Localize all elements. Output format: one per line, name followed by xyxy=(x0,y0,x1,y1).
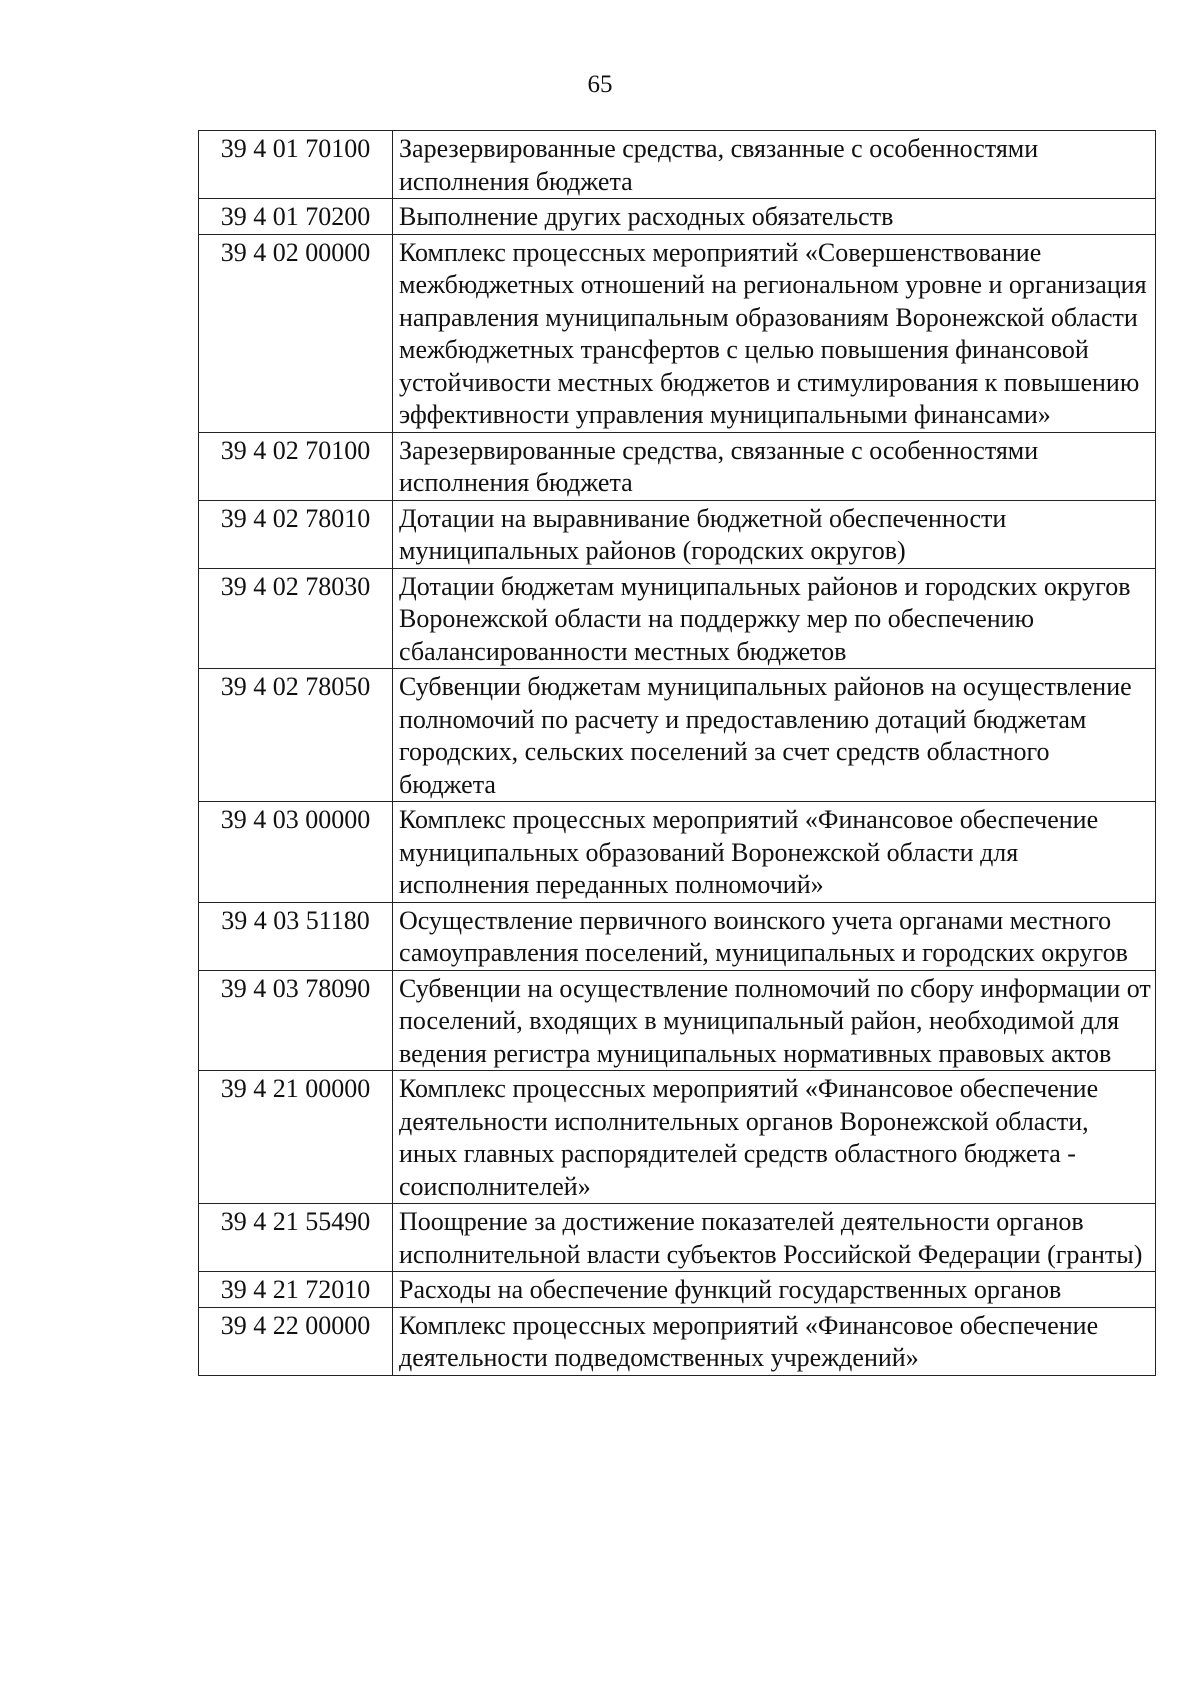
code-cell: 39 4 03 78090 xyxy=(199,970,393,1071)
table-row xyxy=(199,1071,1156,1204)
description-cell: Выполнение других расходных обязательств xyxy=(393,199,1156,235)
description-cell: Зарезервированные средства, связанные с особенностями исполнения бюджета xyxy=(393,131,1156,199)
description-cell: Дотации бюджетам муниципальных районов и городских округов Воронежской области на поддержку мер по обеспечению сбалансированности местных бюджетов xyxy=(393,568,1156,669)
table-row xyxy=(199,802,1156,903)
table-row xyxy=(199,568,1156,669)
code-cell: 39 4 21 55490 xyxy=(199,1204,393,1272)
table-row xyxy=(199,234,1156,432)
code-cell: 39 4 02 78010 xyxy=(199,500,393,568)
table-row xyxy=(199,970,1156,1071)
table-row xyxy=(199,432,1156,500)
table-body xyxy=(199,131,1156,1376)
code-cell: 39 4 01 70200 xyxy=(199,199,393,235)
code-cell: 39 4 01 70100 xyxy=(199,131,393,199)
table-row xyxy=(199,902,1156,970)
description-cell: Комплекс процессных мероприятий «Финансовое обеспечение деятельности исполнительных органов Воронежской области, иных главных распорядителей средств областного бюджета - соисполнителей» xyxy=(393,1071,1156,1204)
table-row xyxy=(199,500,1156,568)
table-row xyxy=(199,1307,1156,1375)
description-cell: Поощрение за достижение показателей деятельности органов исполнительной власти субъектов Российской Федерации (гранты) xyxy=(393,1204,1156,1272)
budget-classification-table xyxy=(198,130,1156,1376)
description-cell: Комплекс процессных мероприятий «Финансовое обеспечение деятельности подведомственных учреждений» xyxy=(393,1307,1156,1375)
code-cell: 39 4 03 51180 xyxy=(199,902,393,970)
description-cell: Осуществление первичного воинского учета органами местного самоуправления поселений, муниципальных и городских округов xyxy=(393,902,1156,970)
code-cell: 39 4 21 72010 xyxy=(199,1272,393,1308)
code-cell: 39 4 02 70100 xyxy=(199,432,393,500)
page-number: 65 xyxy=(587,71,613,98)
description-cell: Комплекс процессных мероприятий «Финансовое обеспечение муниципальных образований Воронежской области для исполнения переданных полномочий» xyxy=(393,802,1156,903)
code-cell: 39 4 02 78050 xyxy=(199,669,393,802)
table-row xyxy=(199,199,1156,235)
table-row xyxy=(199,131,1156,199)
table-row xyxy=(199,1204,1156,1272)
code-cell: 39 4 21 00000 xyxy=(199,1071,393,1204)
description-cell: Расходы на обеспечение функций государственных органов xyxy=(393,1272,1156,1308)
table-row xyxy=(199,669,1156,802)
code-cell: 39 4 22 00000 xyxy=(199,1307,393,1375)
description-cell: Субвенции на осуществление полномочий по сбору информации от поселений, входящих в муниципальный район, необходимой для ведения регистра муниципальных нормативных правовых актов xyxy=(393,970,1156,1071)
code-cell: 39 4 03 00000 xyxy=(199,802,393,903)
description-cell: Комплекс процессных мероприятий «Совершенствование межбюджетных отношений на региональном уровне и организация направления муниципальным образованиям Воронежской области межбюджетных трансфертов с целью повышения финансовой устойчивости местных бюджетов и стимулирования к повышению эффективности управления муниципальными финансами» xyxy=(393,234,1156,432)
description-cell: Зарезервированные средства, связанные с особенностями исполнения бюджета xyxy=(393,432,1156,500)
description-cell: Субвенции бюджетам муниципальных районов на осуществление полномочий по расчету и предоставлению дотаций бюджетам городских, сельских поселений за счет средств областного бюджета xyxy=(393,669,1156,802)
code-cell: 39 4 02 78030 xyxy=(199,568,393,669)
table-row xyxy=(199,1272,1156,1308)
description-cell: Дотации на выравнивание бюджетной обеспеченности муниципальных районов (городских округов) xyxy=(393,500,1156,568)
code-cell: 39 4 02 00000 xyxy=(199,234,393,432)
